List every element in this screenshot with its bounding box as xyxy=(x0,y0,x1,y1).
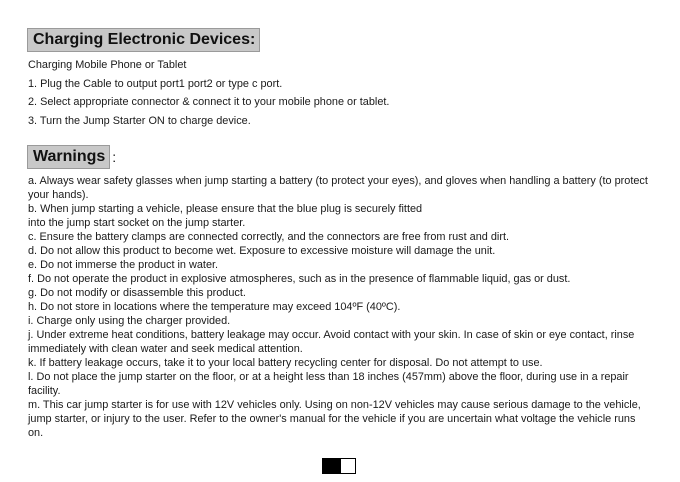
warning-item: l. Do not place the jump starter on the floor, or at a height less than 18 inches (457mm) above the floor, during use in a repair facility. xyxy=(28,371,629,397)
charging-step: 2. Select appropriate connector & connect it to your mobile phone or tablet. xyxy=(28,96,390,109)
page-marker-icon xyxy=(322,458,356,474)
warning-item: j. Under extreme heat conditions, battery leakage may occur. Avoid contact with your skin. In case of skin or eye contact, rinse immediately with clean water and seek medical attention. xyxy=(28,329,635,355)
charging-step: 1. Plug the Cable to output port1 port2 or type c port. xyxy=(28,77,283,90)
warning-item: m. This car jump starter is for use with 12V vehicles only. Using on non-12V vehicles may cause serious damage to the vehicle, jump starter, or injury to the user. Refer to the owner's manual for the vehicle if you are uncertain what voltage the vehicle runs on. xyxy=(28,399,641,439)
charging-section-body xyxy=(28,58,653,133)
charging-intro: Charging Mobile Phone or Tablet xyxy=(28,59,187,71)
warnings-heading-title: Warnings xyxy=(27,145,110,169)
charging-heading-title: Charging Electronic Devices: xyxy=(27,28,260,52)
warnings-section-heading xyxy=(27,145,116,169)
charging-step: 3. Turn the Jump Starter ON to charge device. xyxy=(28,115,251,128)
warning-item: a. Always wear safety glasses when jump starting a battery (to protect your eyes), and gloves when handling a battery (to protect your hands). xyxy=(28,175,648,201)
warnings-heading-colon: : xyxy=(112,149,117,165)
warning-item: e. Do not immerse the product in water. xyxy=(28,259,219,271)
warning-item: into the jump start socket on the jump starter. xyxy=(28,217,246,229)
warnings-section-body xyxy=(28,174,653,440)
warning-item: f. Do not operate the product in explosive atmospheres, such as in the presence of flammable liquid, gas or dust. xyxy=(28,273,571,285)
warning-item: h. Do not store in locations where the temperature may exceed 104ºF (40ºC). xyxy=(28,301,401,313)
page-marker-white-half xyxy=(341,459,355,473)
warning-item: d. Do not allow this product to become wet. Exposure to excessive moisture will damage the unit. xyxy=(28,245,496,257)
warning-item: b. When jump starting a vehicle, please ensure that the blue plug is securely fitted xyxy=(28,203,423,215)
warning-item: g. Do not modify or disassemble this product. xyxy=(28,287,246,299)
page-marker-black-half xyxy=(323,459,341,473)
warning-item: i. Charge only using the charger provided. xyxy=(28,315,231,327)
warning-item: k. If battery leakage occurs, take it to your local battery recycling center for disposal. Do not attempt to use. xyxy=(28,357,543,369)
charging-section-heading xyxy=(27,28,260,52)
warning-item: c. Ensure the battery clamps are connected correctly, and the connectors are free from rust and dirt. xyxy=(28,231,510,243)
